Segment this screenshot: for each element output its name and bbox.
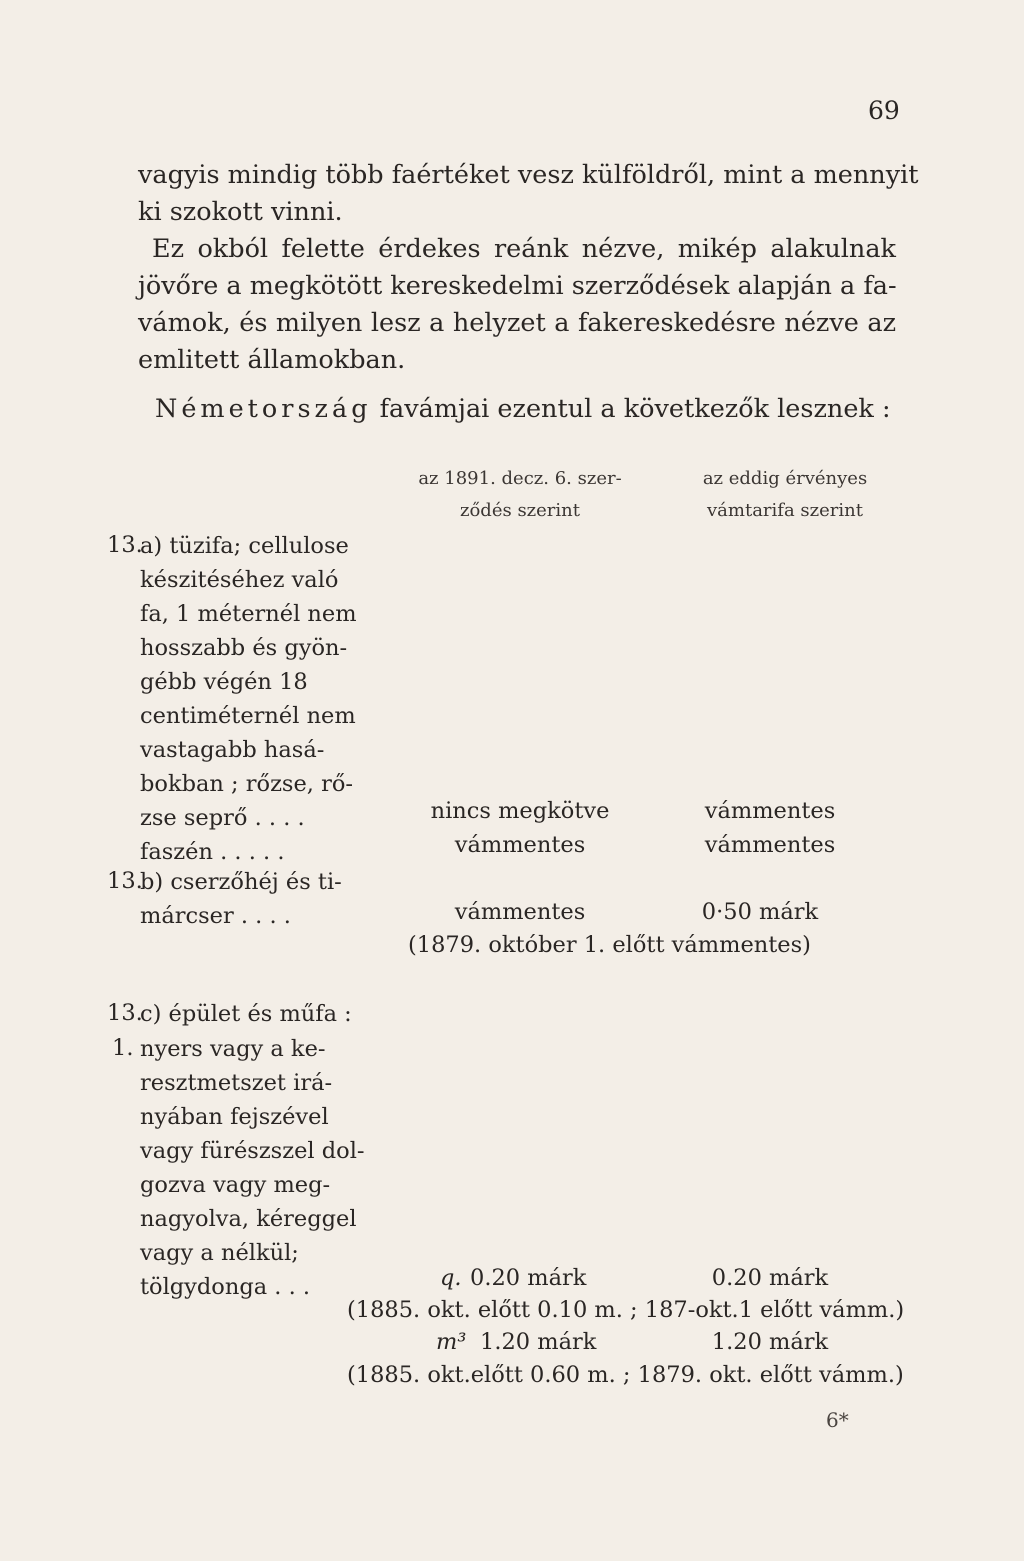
cell-value: nincs megkötve	[430, 798, 610, 824]
item-number: 13.	[107, 1000, 143, 1026]
cell-value: 0.20 márk	[711, 1265, 829, 1291]
item-number: 13.	[107, 868, 143, 894]
item-line: b) cserzőhéj és ti-	[140, 869, 342, 895]
cell-value: vámmentes	[454, 832, 586, 858]
column-header-1891	[400, 463, 640, 527]
item-line: bokban ; rőzse, rő-	[140, 771, 354, 797]
cell-value: 1.20 márk	[711, 1329, 829, 1355]
column-header-line: vámtarifa szerint	[707, 500, 863, 521]
item-line: tölgydonga . . .	[140, 1274, 311, 1300]
paragraph-line: emlitett államokban.	[138, 345, 406, 375]
item-line: hosszabb és gyön-	[140, 635, 348, 661]
cell-value: vámmentes	[704, 832, 836, 858]
paragraph-line: vagyis mindig több faértéket vesz külföldről, mint a mennyit	[138, 160, 919, 190]
item-line: gozva vagy meg-	[140, 1172, 331, 1198]
heading-country: Németország	[155, 394, 372, 424]
item-b-label	[140, 865, 358, 933]
item-line: vagy a nélkül;	[140, 1240, 299, 1266]
item-line: resztmetszet irá-	[140, 1070, 333, 1096]
item-line: készitéséhez való	[140, 567, 339, 593]
item-line: faszén . . . . .	[140, 839, 285, 865]
sub-item-number: 1.	[112, 1035, 134, 1061]
paragraph-line: vámok, és milyen lesz a helyzet a fakereskedésre nézve az	[138, 308, 896, 338]
item-a-label	[140, 529, 358, 869]
signature-mark: 6*	[826, 1408, 849, 1432]
footnote: (1885. okt. előtt 0.10 m. ; 187-okt.1 előtt vámm.)	[347, 1297, 905, 1323]
item-c-sub-label	[140, 1032, 365, 1304]
unit-label: m³	[436, 1329, 467, 1355]
page-number: 69	[868, 96, 900, 125]
item-line: fa, 1 méternél nem	[140, 601, 357, 627]
item-line: nyers vagy a ke-	[140, 1036, 326, 1062]
item-line: vagy fürészszel dol-	[140, 1138, 365, 1164]
item-line: márcser . . . .	[140, 903, 291, 929]
cell-value: 0.20 márk	[470, 1265, 587, 1291]
cell-value: vámmentes	[704, 798, 836, 824]
item-line: nyában fejszével	[140, 1104, 329, 1130]
footnote: (1879. október 1. előtt vámmentes)	[408, 932, 811, 958]
heading-rest: favámjai ezentul a következők lesznek :	[371, 394, 891, 424]
cell-value: vámmentes	[454, 899, 586, 925]
unit-label: q.	[440, 1265, 462, 1291]
column-header-line: ződés szerint	[459, 500, 580, 521]
cell-value: 0·50 márk	[701, 899, 819, 925]
item-line: gébb végén 18	[140, 669, 308, 695]
paragraph-line: Ez okból felette érdekes reánk nézve, mikép alakulnak	[152, 234, 896, 264]
item-number: 13.	[107, 532, 143, 558]
item-line: a) tüzifa; cellulose	[140, 533, 349, 559]
column-header-line: az eddig érvényes	[702, 468, 868, 489]
intro-paragraph	[138, 157, 919, 379]
cell-value: 1.20 márk	[480, 1329, 597, 1355]
item-c-label: c) épület és műfa :	[140, 1001, 352, 1027]
paragraph-line: ki szokott vinni.	[138, 197, 343, 227]
item-line: vastagabb hasá-	[140, 737, 325, 763]
column-header-line: az 1891. decz. 6. szer-	[418, 468, 622, 489]
section-heading	[155, 394, 891, 424]
item-line: centiméternél nem	[140, 703, 356, 729]
item-line: zse seprő . . . .	[140, 805, 305, 831]
column-header-previous	[670, 463, 900, 527]
footnote: (1885. okt.előtt 0.60 m. ; 1879. okt. előtt vámm.)	[347, 1362, 904, 1388]
item-line: nagyolva, kéreggel	[140, 1206, 357, 1232]
paragraph-line: jövőre a megkötött kereskedelmi szerződések alapján a fa-	[138, 271, 897, 301]
